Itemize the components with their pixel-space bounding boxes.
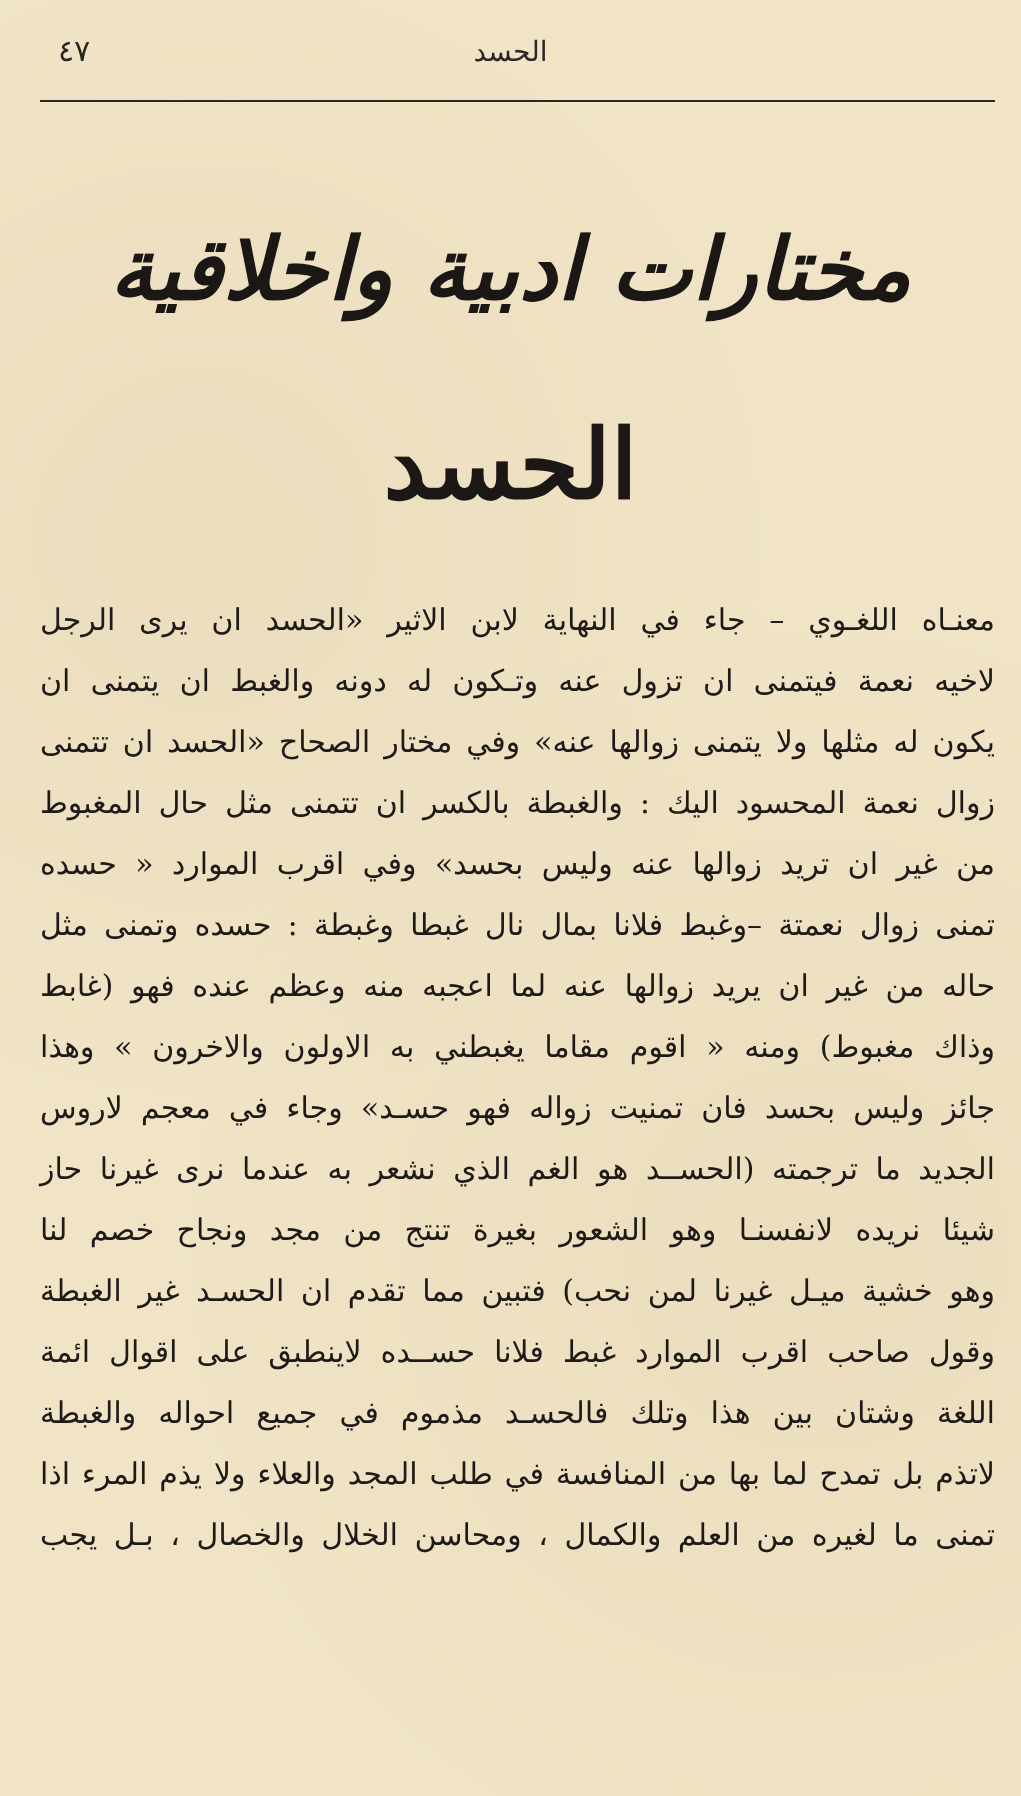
body-line: من غير ان تريد زوالها عنه وليس بحسد» وفي اقرب الموارد « حسده <box>40 847 995 882</box>
body-line: يكون له مثلها ولا يتمنى زوالها عنه» وفي مختار الصحاح «الحسد ان تتمنى <box>40 725 995 760</box>
body-line: الجديد ما ترجمته (الحســد هو الغم الذي نشعر به عندما نرى غيرنا حاز <box>40 1152 995 1187</box>
header-divider <box>40 100 995 102</box>
body-line: اللغة وشتان بين هذا وتلك فالحسـد مذموم في جميع احواله والغبطة <box>40 1396 995 1431</box>
article-title: الحسد <box>383 408 638 521</box>
body-line: زوال نعمة المحسود اليك : والغبطة بالكسر ان تتمنى مثل حال المغبوط <box>40 786 995 821</box>
body-line: تمنى ما لغيره من العلم والكمال ، ومحاسن الخلال والخصال ، بـل يجب <box>40 1518 995 1553</box>
body-line: وذاك مغبوط) ومنه « اقوم مقاما يغبطني به الاولون والاخرون » وهذا <box>40 1030 995 1065</box>
body-line: حاله من غير ان يريد زوالها عنه لما اعجبه منه وعظم عنده فهو (غابط <box>40 969 995 1004</box>
body-line: تمنى زوال نعمتة –وغبط فلانا بمال نال غبطا وغبطة : حسده وتمنى مثل <box>40 908 995 943</box>
body-line: لاتذم بل تمدح لما بها من المنافسة في طلب المجد والعلاء ولا يذم المرء اذا <box>40 1457 995 1492</box>
body-line: شيئا نريده لانفسنـا وهو الشعور بغيرة تنتج من مجد ونجاح خصم لنا <box>40 1213 995 1248</box>
body-line: لاخيه نعمة فيتمنى ان تزول عنه وتـكون له دونه والغبط ان يتمنى ان <box>40 664 995 699</box>
section-title: مختارات ادبية واخلاقية <box>109 219 912 320</box>
running-title: الحسد <box>473 35 548 68</box>
body-line: وقول صاحب اقرب الموارد غبط فلانا حســده لاينطبق على اقوال ائمة <box>40 1335 995 1370</box>
body-line: وهو خشية ميـل غيرنا لمن نحب) فتبين مما تقدم ان الحسـد غير الغبطة <box>40 1274 995 1309</box>
body-line: جائز وليس بحسد فان تمنيت زواله فهو حسـد» وجاء في معجم لاروس <box>40 1091 995 1126</box>
body-text <box>40 590 995 1566</box>
page-number: ٤٧ <box>58 34 91 69</box>
body-line: معنـاه اللغـوي – جاء في النهاية لابن الاثير «الحسد ان يرى الرجل <box>40 603 995 638</box>
